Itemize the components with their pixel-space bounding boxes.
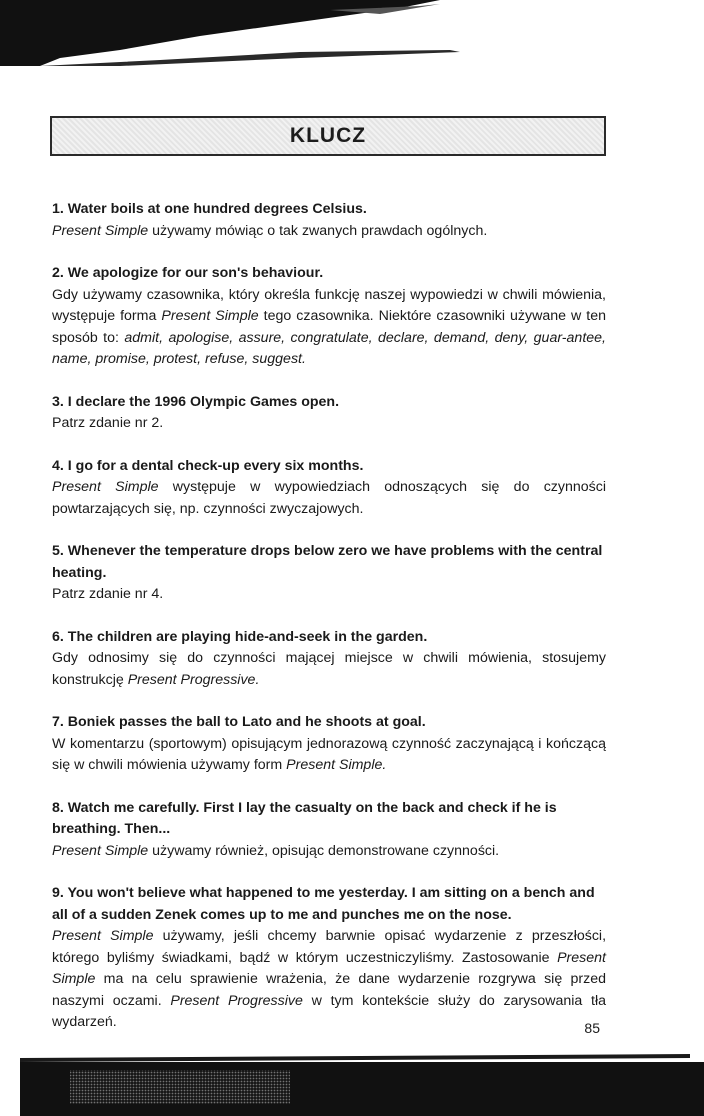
term-italic: Present Simple <box>52 222 149 239</box>
answer-sentence: 1. Water boils at one hundred degrees Celsius. <box>52 201 367 217</box>
term-italic: Present Simple. <box>286 757 387 773</box>
term-italic: Present Simple <box>52 928 154 944</box>
answer-item <box>52 263 606 371</box>
answer-sentence: 6. The children are playing hide-and-seek in the garden. <box>52 628 428 645</box>
answer-item <box>52 456 606 521</box>
page-number: 85 <box>584 1020 600 1036</box>
explanation-text: występuje w wypowiedziach odnoszących się do czynności powtarzających się, np. czynności zwyczajowych. <box>52 479 607 517</box>
top-scan-edge <box>0 0 704 70</box>
answer-explanation <box>52 413 606 435</box>
answer-item <box>52 199 606 242</box>
explanation-text: Patrz zdanie nr 4. <box>52 586 164 602</box>
explanation-text: Patrz zdanie nr 2. <box>52 415 164 431</box>
explanation-text: w tym kontekście służy do zarysowania tła wydarzeń. <box>52 992 607 1030</box>
answer-item <box>52 392 606 435</box>
term-italic: Present Progressive. <box>127 671 260 688</box>
answer-sentence: 3. I declare the 1996 Olympic Games open. <box>52 393 340 410</box>
bottom-scan-edge <box>0 1050 704 1116</box>
answer-explanation <box>52 584 606 606</box>
explanation-text: używamy mówiąc o tak zwanych prawdach ogólnych. <box>148 222 488 239</box>
answer-explanation <box>52 477 606 520</box>
answer-explanation <box>52 926 606 1034</box>
term-italic: Present Simple <box>52 479 159 495</box>
section-header-box <box>50 116 606 156</box>
answer-item <box>52 541 606 606</box>
explanation-text: Gdy odnosimy się do czynności mającej miejsce w chwili mówienia, stosujemy konstrukcję <box>52 650 606 688</box>
answer-item <box>52 883 606 1034</box>
answer-item <box>52 627 606 692</box>
answer-sentence: 2. We apologize for our son's behaviour. <box>52 265 324 281</box>
explanation-text: używamy również, opisując demonstrowane czynności. <box>148 842 500 859</box>
answer-explanation <box>52 648 606 691</box>
answer-explanation <box>52 221 606 243</box>
answer-explanation <box>52 734 606 777</box>
term-italic: Present Simple <box>161 308 259 324</box>
term-italic: Present Simple <box>52 842 149 859</box>
term-italic: admit, apologise, assure, congratulate, declare, demand, deny, guar-antee, name, promise, protest, refuse, suggest. <box>52 329 606 367</box>
answer-sentence: 8. Watch me carefully. First I lay the casualty on the back and check if he is breathing. Then... <box>52 799 557 837</box>
answer-item <box>52 798 606 863</box>
answer-explanation <box>52 285 606 371</box>
explanation-text: W komentarzu (sportowym) opisującym jednorazową czynność zaczynającą i kończącą się w chwili mówienia używamy form <box>52 735 606 773</box>
answer-explanation <box>52 841 606 863</box>
explanation-text: tego czasownika. Niektóre czasowniki używane w ten sposób to: <box>52 308 606 346</box>
term-italic: Present Simple <box>52 949 606 987</box>
answer-key-list <box>52 199 606 1055</box>
explanation-text: używamy, jeśli chcemy barwnie opisać wydarzenie z przeszłości, którego byliśmy świadkami, bądź w którym uczestniczyliśmy. Zastosowanie <box>52 928 607 966</box>
term-italic: Present Progressive <box>170 992 303 1009</box>
answer-item <box>52 712 606 777</box>
answer-sentence: 5. Whenever the temperature drops below zero we have problems with the central heating. <box>52 543 603 581</box>
answer-sentence: 4. I go for a dental check-up every six months. <box>52 457 364 474</box>
answer-sentence: 7. Boniek passes the ball to Lato and he shoots at goal. <box>52 714 426 730</box>
section-title: KLUCZ <box>289 124 367 147</box>
explanation-text: ma na celu sprawienie wrażenia, że dane wydarzenie rozgrywa się przed naszymi oczami. <box>52 971 606 1009</box>
explanation-text: Gdy używamy czasownika, który określa funkcję naszej wypowiedzi w chwili mówienia, występuje forma <box>52 286 606 324</box>
answer-sentence: 9. You won't believe what happened to me yesterday. I am sitting on a bench and all of a sudden Zenek comes up to me and punches me on the nose. <box>52 885 595 923</box>
